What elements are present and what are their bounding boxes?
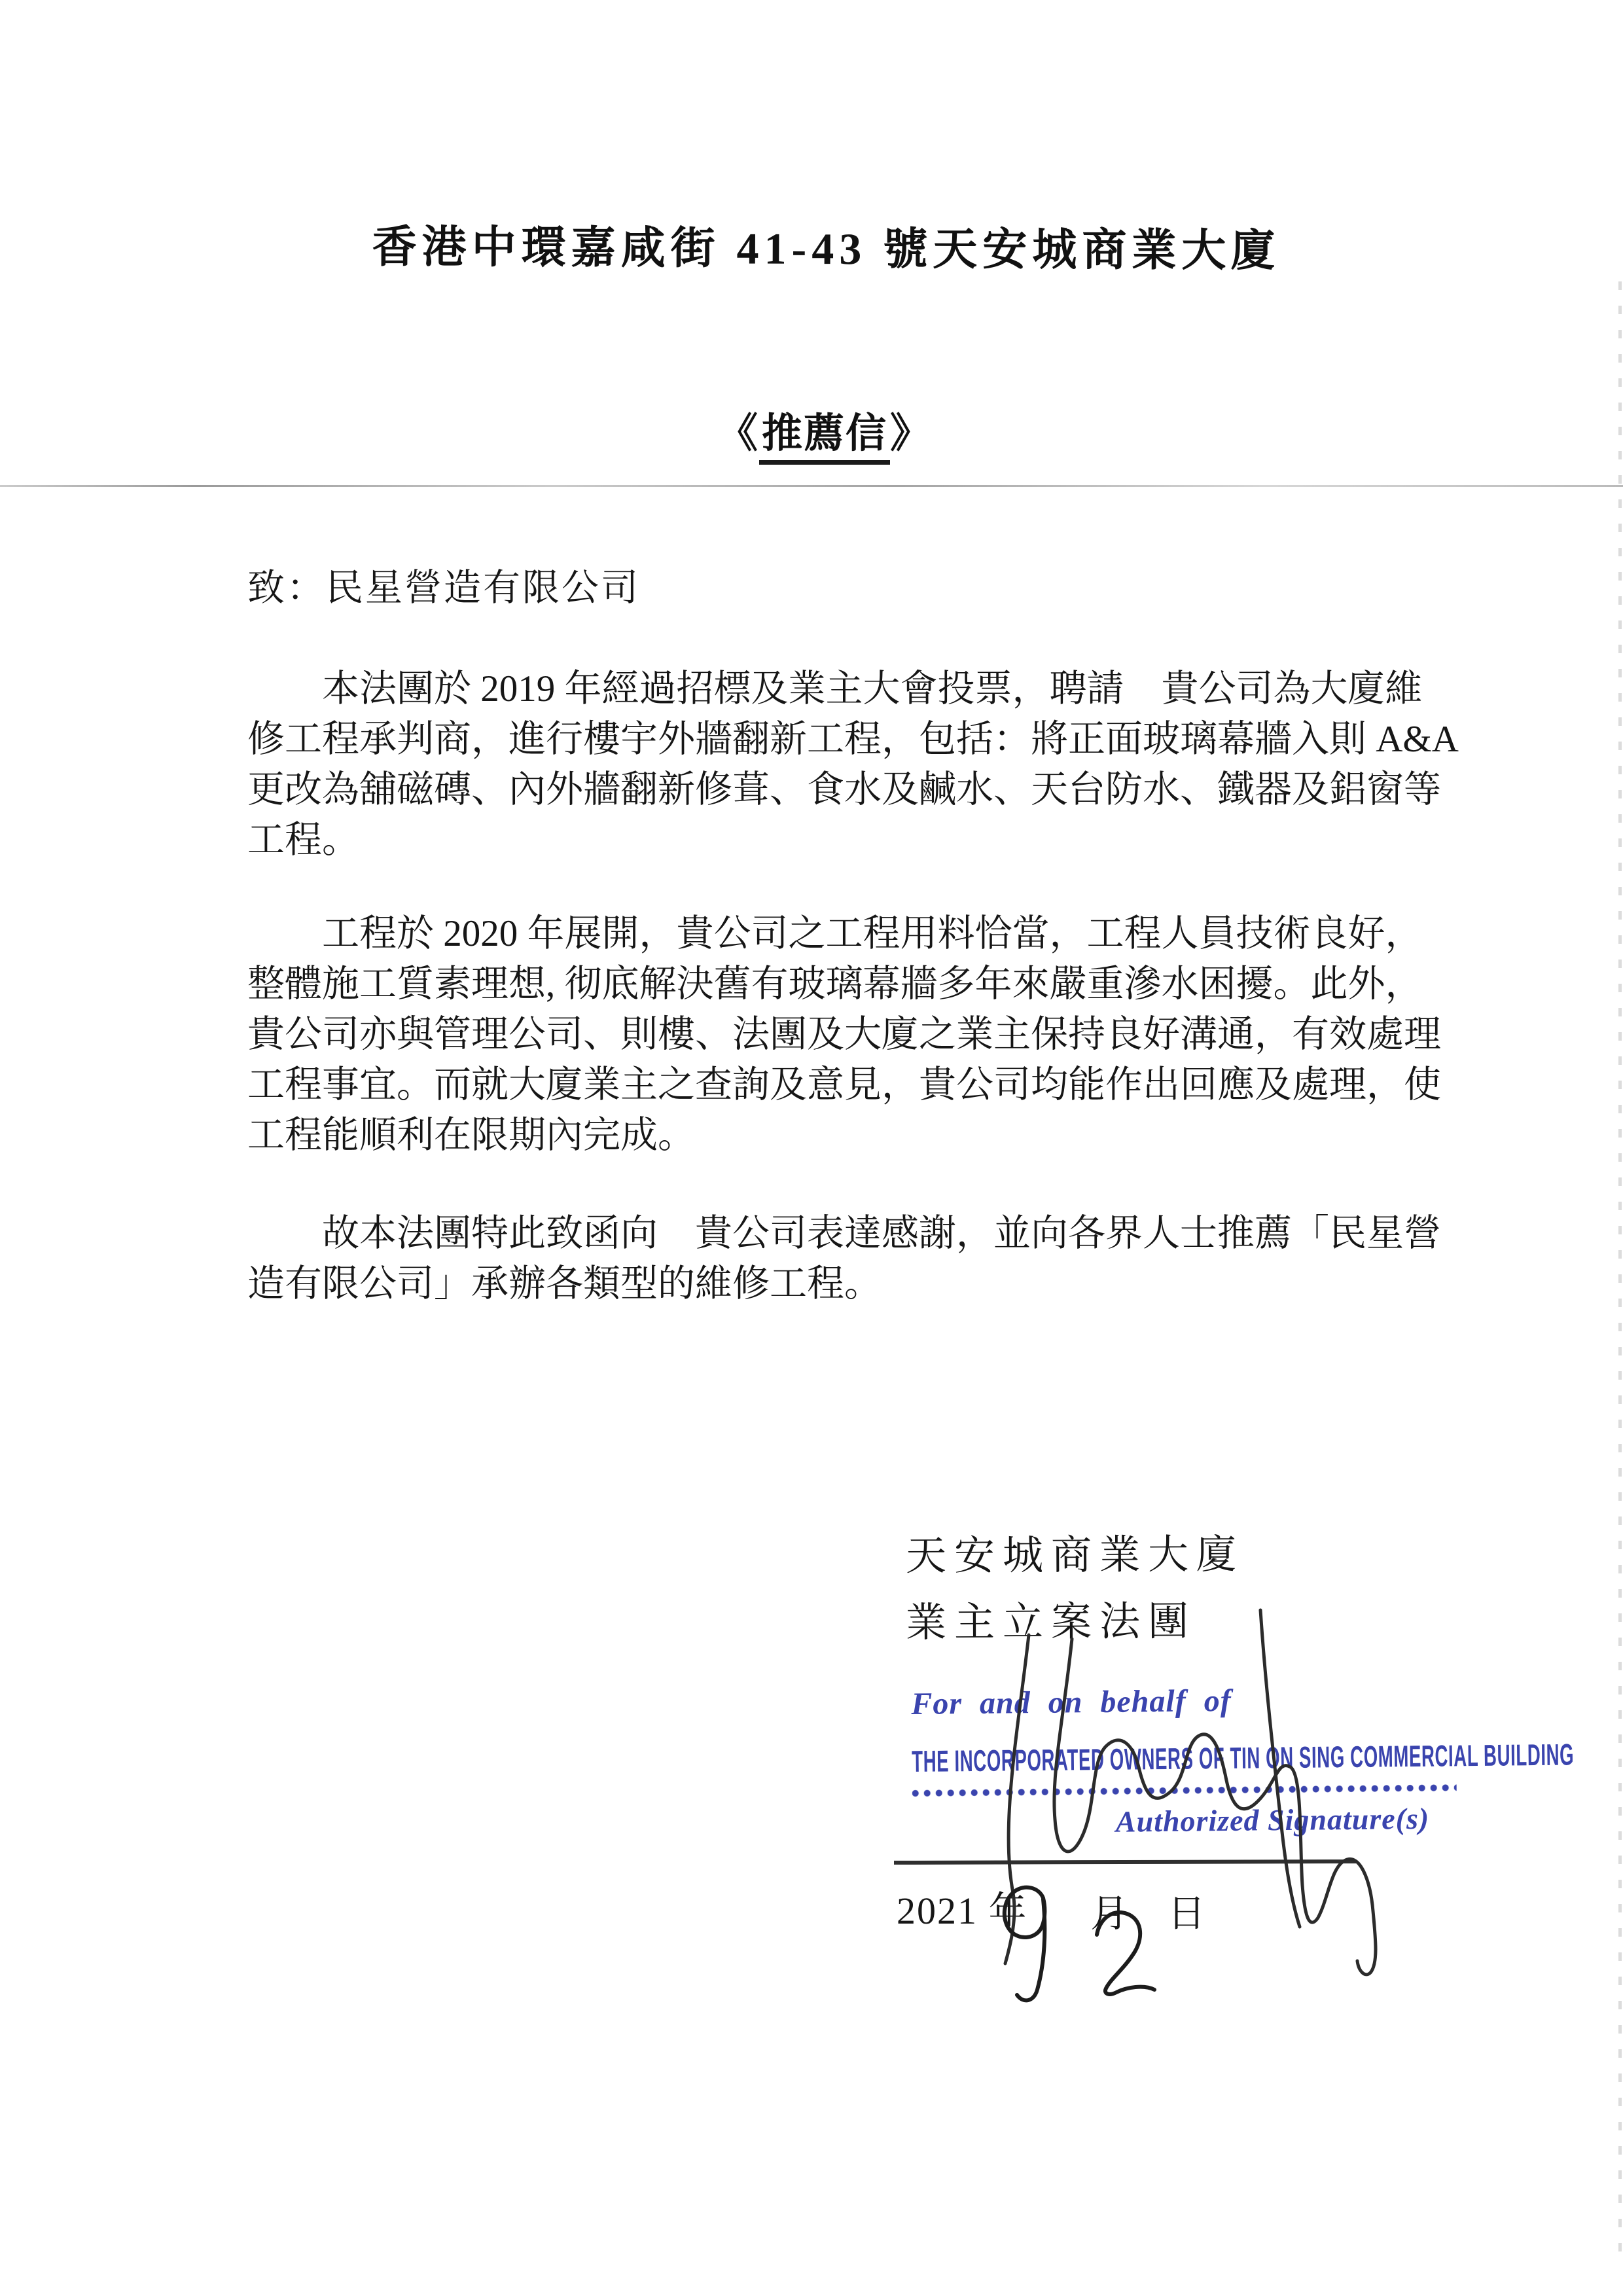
scan-edge-noise: [1618, 281, 1622, 2267]
page-title: 香港中環嘉咸街 41-43 號天安城商業大廈: [372, 222, 1281, 276]
paragraph-2: [247, 908, 1441, 1160]
signature-scrawl: [1005, 1635, 1029, 1964]
paragraph-line: 貴公司亦與管理公司、則樓、法團及大廈之業主保持良好溝通，有效處理: [247, 1014, 1441, 1055]
date-month-label: 月: [1090, 1892, 1130, 1935]
signature-org-subname: 業主立案法團: [905, 1599, 1197, 1646]
paragraph-1: [247, 664, 1459, 865]
paragraph-3: [247, 1208, 1441, 1309]
scan-artifact-line: [0, 485, 1623, 487]
handwritten-day-2: [1097, 1912, 1154, 1994]
paragraph-line: 工程事宜。而就大廈業主之查詢及意見，貴公司均能作出回應及處理，使: [247, 1064, 1441, 1105]
paragraph-line: 造有限公司」承辦各類型的維修工程。: [247, 1263, 882, 1304]
stamp-authorized-label: Authorized Signature(s): [1115, 1801, 1430, 1839]
date-year-label: 2021 年: [897, 1890, 1028, 1932]
paragraph-line: 故本法團特此致函向 貴公司表達感謝，並向各界人士推薦「民星營: [322, 1213, 1441, 1254]
signature-ink-overlay: [883, 1571, 1472, 2029]
subtitle-open-bracket: 《: [717, 412, 759, 456]
paragraph-line: 工程。: [247, 819, 359, 861]
subtitle-text: 推薦信: [759, 412, 890, 465]
subtitle-close-bracket: 》: [890, 412, 933, 456]
paragraph-line: 工程於 2020 年展開，貴公司之工程用料恰當，工程人員技術良好，: [322, 913, 1423, 954]
recipient-line: 致：民星營造有限公司: [247, 567, 640, 609]
date-day-label: 日: [1168, 1892, 1207, 1935]
handwritten-month-9: [1017, 1899, 1044, 2000]
paragraph-line: 本法團於 2019 年經過招標及業主大會投票，聘請 貴公司為大廈維: [322, 668, 1423, 709]
stamp-org-line: THE INCORPORATED OWNERS OF TIN ON SING COMMERCIAL BUILDING: [911, 1737, 1575, 1778]
stamp-behalf-line: For and on behalf of: [911, 1683, 1232, 1721]
handwritten-month-9: [1005, 1888, 1045, 1937]
paragraph-line: 更改為舖磁磚、內外牆翻新修葺、食水及鹹水、天台防水、鐵器及鋁窗等: [247, 769, 1441, 810]
signature-org-name: 天安城商業大廈: [905, 1532, 1245, 1579]
letter-subtitle: [0, 401, 1623, 459]
paragraph-line: 整體施工質素理想, 彻底解決舊有玻璃幕牆多年來嚴重滲水困擾。此外，: [247, 963, 1423, 1005]
paragraph-line: 工程能順利在限期內完成。: [247, 1115, 695, 1156]
paragraph-line: 修工程承判商，進行樓宇外牆翻新工程，包括：將正面玻璃幕牆入則 A&A: [247, 719, 1459, 760]
